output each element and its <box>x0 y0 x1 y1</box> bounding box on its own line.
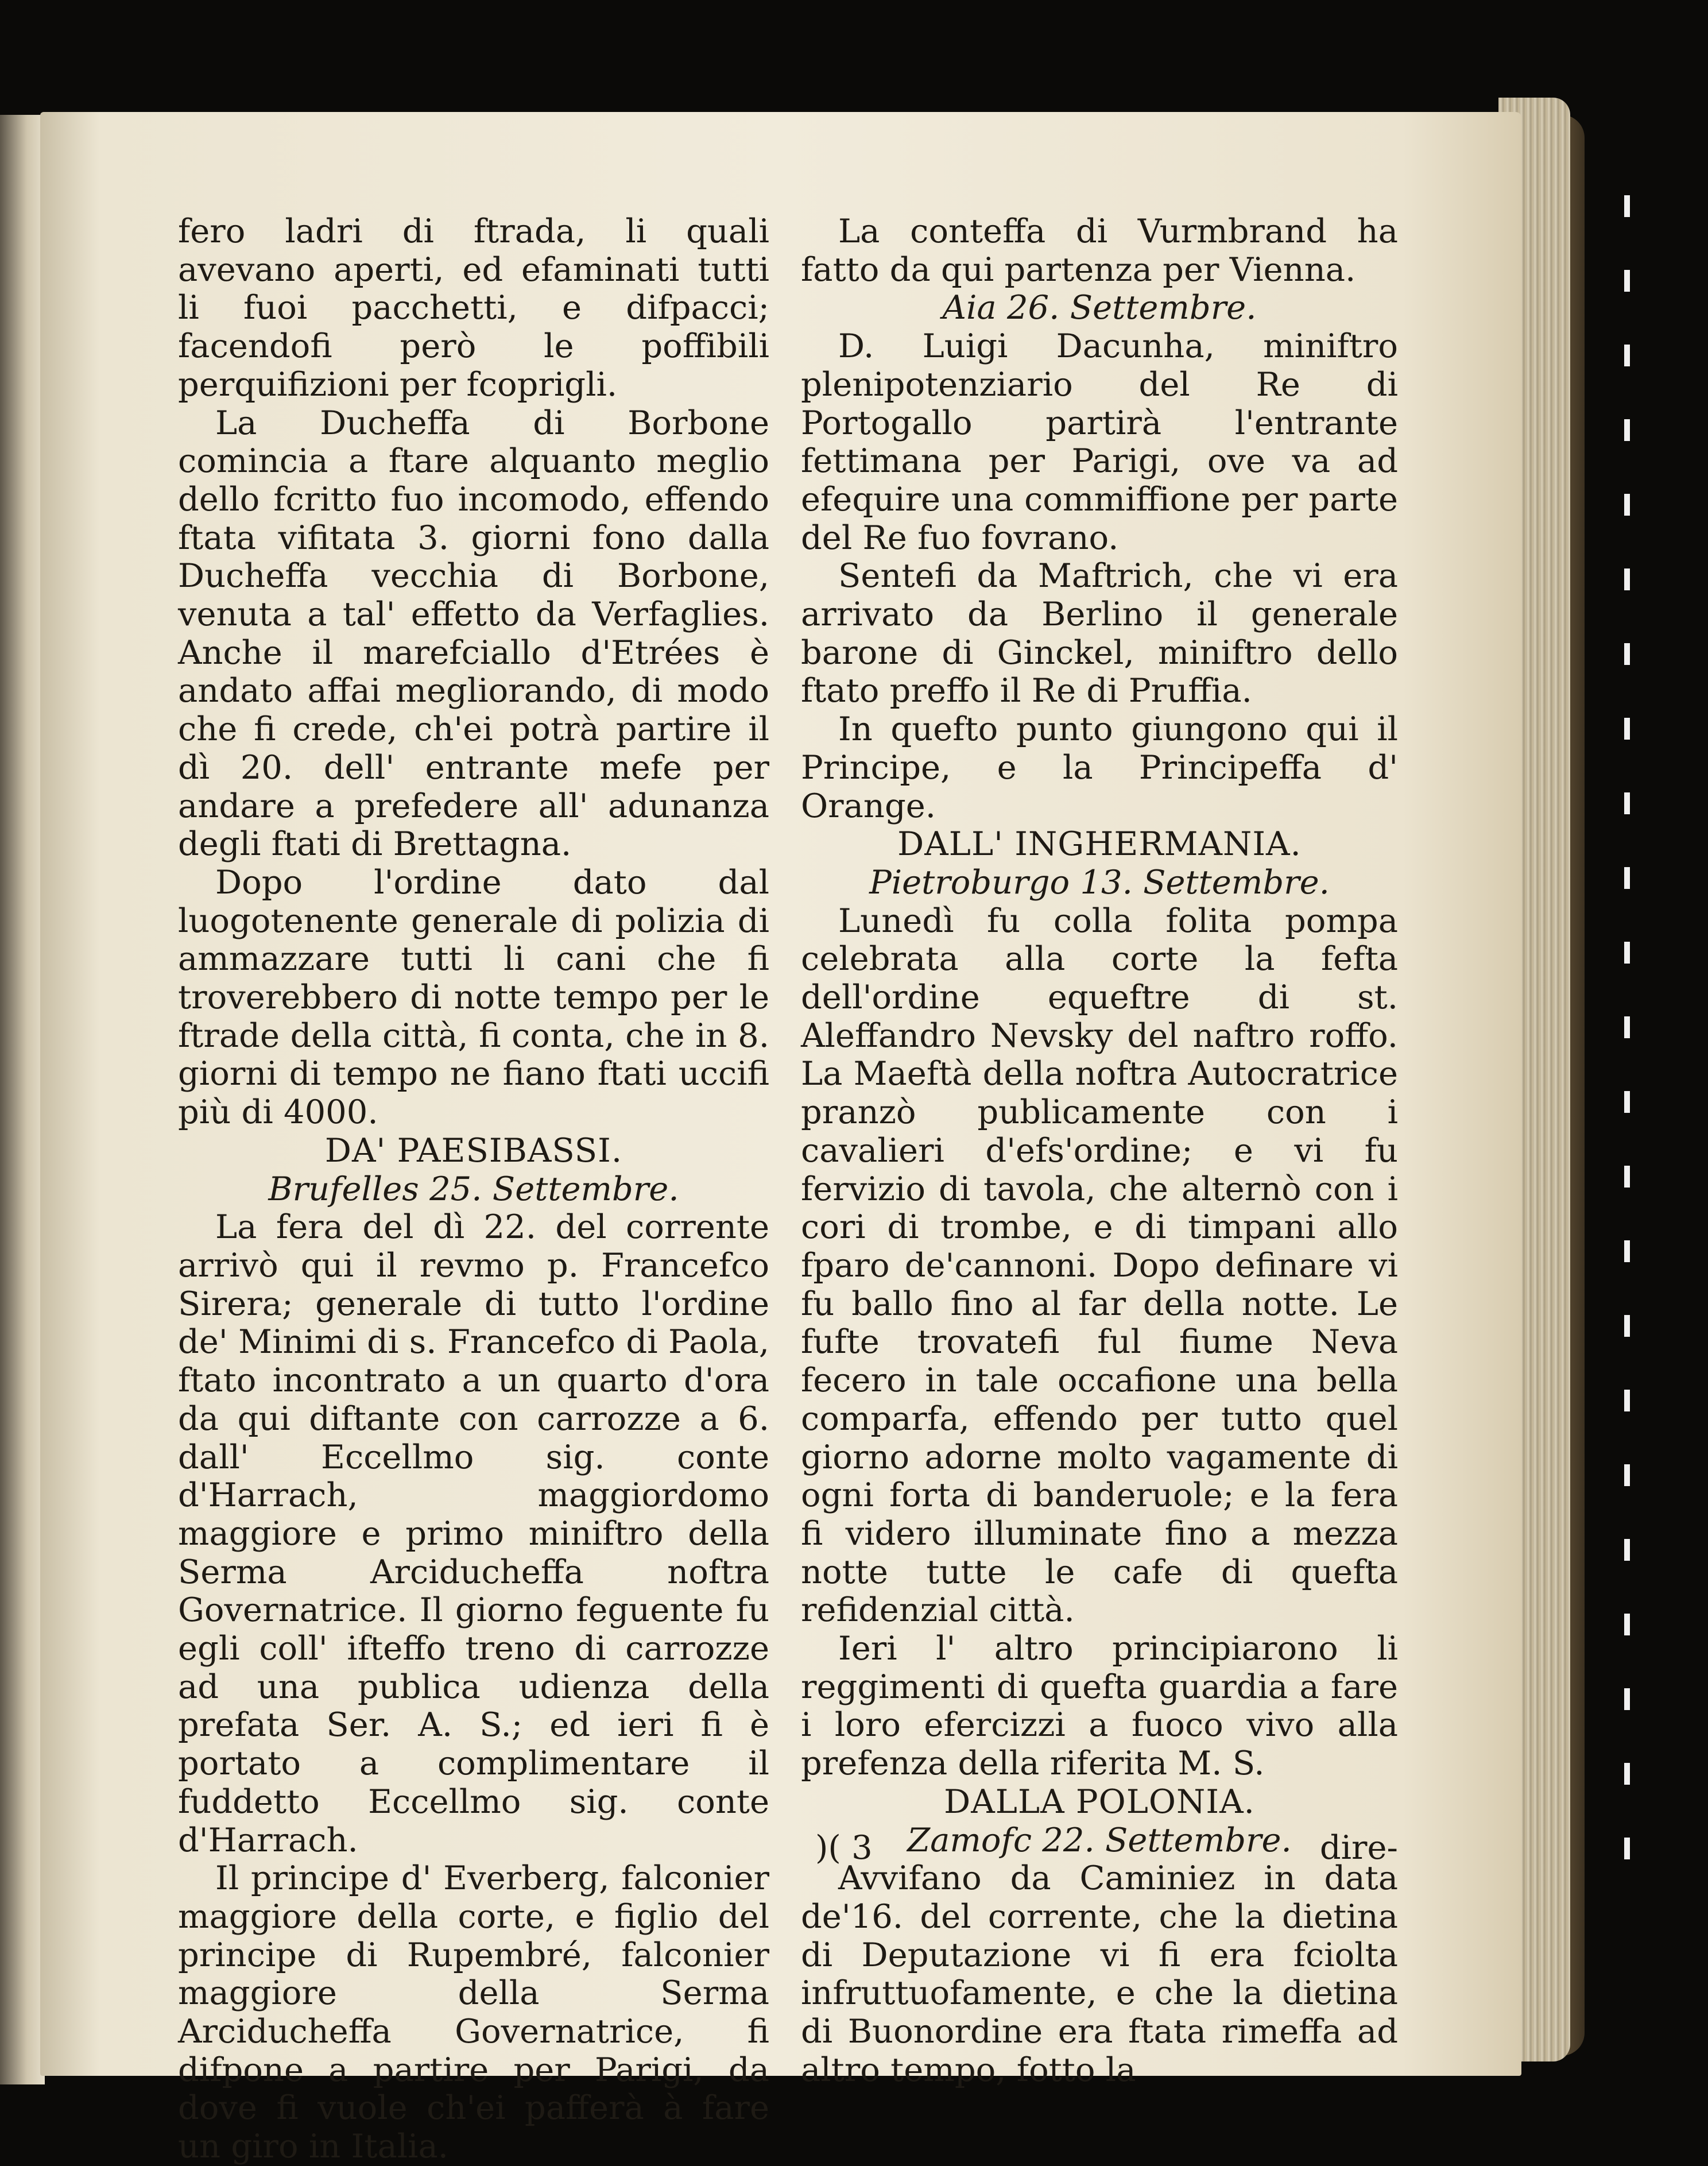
dateline: Aia 26. Settembre. <box>942 288 1257 327</box>
paragraph: La fera del dì 22. del corrente arrivò qui il revmo p. Francefco Sirera; generale di tutto l'ordine de' Minimi di s. Francefco di Paola, ftato incontrato a un quarto d'ora da qui diftante con carrozze a 6. dall' Eccellmo sig. conte d'Harrach, maggiordomo maggiore e primo miniftro della Serma Arciducheffa noftra Governatrice. Il giorno feguente fu egli coll' ifteffo treno di carrozze ad una publica udienza della prefata Ser. A. S.; ed ieri fi è portato a complimentare il fuddetto Eccellmo sig. conte d'Harrach. <box>178 1208 769 1859</box>
page-footer <box>815 1829 1398 1869</box>
left-page-edge <box>0 115 45 2084</box>
paragraph: Avvifano da Caminiez in data de'16. del corrente, che la dietina di Deputazione vi fi era fciolta infruttuofamente, e che la dietina di Buonordine era ftata rimeffa ad altro tempo, fotto la <box>801 1859 1398 2089</box>
dateline: Brufelles 25. Settembre. <box>268 1169 679 1208</box>
paragraph: Lunedì fu colla folita pompa celebrata alla corte la fefta dell'ordine equeftre di st. Aleffandro Nevsky del naftro roffo. La Maeftà della noftra Autocratrice pranzò publicamente con i cavalieri d'efs'ordine; e vi fu fervizio di tavola, che alternò con i cori di trombe, e di timpani allo fparo de'cannoni. Dopo definare vi fu ballo fino al far della notte. Le fufte trovatefi ful fiume Neva fecero in tale occafione una bella comparfa, effendo per tutto quel giorno adorne molto vagamente di ogni forta di banderuole; e la fera fi videro illuminate fino a mezza notte tutte le cafe di quefta refidenzial città. <box>801 901 1398 1630</box>
paragraph: In quefto punto giungono qui il Principe, e la Principeffa d' Orange. <box>801 710 1398 825</box>
paragraph: La Ducheffa di Borbone comincia a ftare alquanto meglio dello fcritto fuo incomodo, effendo ftata vifitata 3. giorni fono dalla Ducheffa vecchia di Borbone, venuta a tal' effetto da Verfaglies. Anche il marefciallo d'Etrées è andato affai megliorando, di modo che fi crede, ch'ei potrà partire il dì 20. dell' entrante mefe per andare a prefedere all' adunanza degli ftati di Brettagna. <box>178 403 769 864</box>
paragraph: D. Luigi Dacunha, miniftro plenipotenziario del Re di Portogallo partirà l'entrante fettimana per Parigi, ove va ad efequire una commiffione per parte del Re fuo fovrano. <box>801 327 1398 557</box>
paragraph: Sentefi da Maftrich, che vi era arrivato da Berlino il generale barone di Ginckel, miniftro dello ftato preffo il Re di Pruffia. <box>801 556 1398 710</box>
section-heading: DALL' INGHERMANIA. <box>897 825 1302 864</box>
paragraph: fero ladri di ftrada, li quali avevano aperti, ed efaminati tutti li fuoi pacchetti, e difpacci; facendofi però le poffibili perquifizioni per fcoprigli. <box>178 212 769 404</box>
dateline: Zamofc 22. Settembre. <box>907 1820 1292 1859</box>
section-heading: DA' PAESIBASSI. <box>324 1131 623 1170</box>
scale-ruler <box>1616 195 1639 1861</box>
paragraph: La conteffa di Vurmbrand ha fatto da qui partenza per Vienna. <box>801 212 1398 289</box>
paragraph: Dopo l'ordine dato dal luogotenente generale di polizia di ammazzare tutti li cani che fi troverebbero di notte tempo per le ftrade della città, fi conta, che in 8. giorni di tempo ne fiano ftati uccifi più di 4000. <box>178 862 769 1132</box>
paragraph: Il principe d' Everberg, falconier maggiore della corte, e figlio del principe di Rupembré, falconier maggiore della Serma Arciducheffa Governatrice, fi difpone a partire per Parigi, da dove fi vuole ch'ei pafferà à fare un giro in Italia. <box>178 1859 769 2166</box>
catchword: dire- <box>1319 1828 1398 1867</box>
left-column <box>178 212 769 2166</box>
paragraph: Ieri l' altro principiarono li reggimenti di quefta guardia a fare i loro efercizzi a fuoco vivo alla prefenza della riferita M. S. <box>801 1629 1398 1783</box>
dateline: Pietroburgo 13. Settembre. <box>869 862 1330 902</box>
section-heading: DALLA POLONIA. <box>944 1782 1255 1821</box>
right-column <box>801 212 1398 2089</box>
signature-mark: )( 3 <box>815 1828 873 1867</box>
